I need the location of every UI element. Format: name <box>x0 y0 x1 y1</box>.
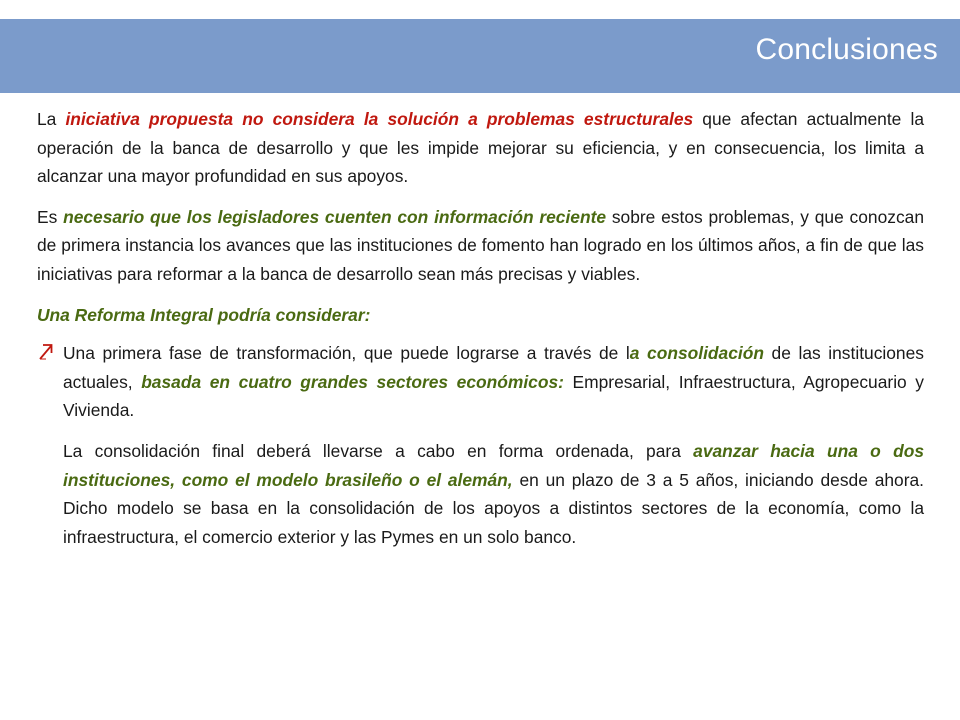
bullet-mid: de las instituciones actuales, <box>63 343 924 392</box>
title-bar <box>0 19 960 93</box>
paragraph-legislators-emphasis: necesario que los legisladores cuenten con información reciente <box>63 206 607 227</box>
paragraph-consolidation-post: en un plazo de 3 a 5 años, iniciando desde ahora. Dicho modelo se basa en la consolidación de los apoyos a distintos sectores de la economía, como la infraestructura, el comercio exterior y las Pymes en un solo banco. <box>63 469 925 547</box>
reform-heading: Una Reforma Integral podría considerar: <box>37 304 371 325</box>
paragraph-legislators-pre: Es <box>37 206 64 227</box>
bullet-pre: Una primera fase de transformación, que puede lograrse a través de l <box>63 343 630 364</box>
paragraph-problems-post: que afectan actualmente la operación de la banca de desarrollo y que les impide mejorar su eficiencia, y en consecuencia, los limita a alcanzar una mayor profundidad en sus apoyos. <box>37 109 924 187</box>
arrow-up-right-icon <box>37 341 55 363</box>
paragraph-legislators <box>37 203 924 289</box>
paragraph-problems <box>37 105 924 191</box>
slide-title: Conclusiones <box>755 33 938 66</box>
paragraph-consolidation-emphasis: avanzar hacia una o dos instituciones, como el modelo brasileño o el alemán, <box>63 440 924 490</box>
paragraph-problems-emphasis: iniciativa propuesta no considera la solución a problemas estructurales <box>65 109 694 129</box>
bullet-first-phase <box>37 339 924 425</box>
paragraph-legislators-post: sobre estos problemas, y que conozcan de primera instancia los avances que las instituciones de fomento han logrado en los últimos años, a fin de que las iniciativas para reformar a la banca de desarrollo sean más precisas y viables. <box>37 206 924 284</box>
paragraph-problems-pre: La <box>37 109 66 129</box>
bullet-sectors-emphasis: basada en cuatro grandes sectores económicos: <box>141 371 564 392</box>
paragraph-consolidation <box>37 437 924 551</box>
bullet-consolidation-emphasis: a consolidación <box>629 343 764 364</box>
slide-content <box>37 105 924 551</box>
paragraph-consolidation-pre: La consolidación final deberá llevarse a cabo en forma ordenada, para <box>63 440 694 461</box>
bullet-post: Empresarial, Infraestructura, Agropecuario y Vivienda. <box>63 371 925 421</box>
